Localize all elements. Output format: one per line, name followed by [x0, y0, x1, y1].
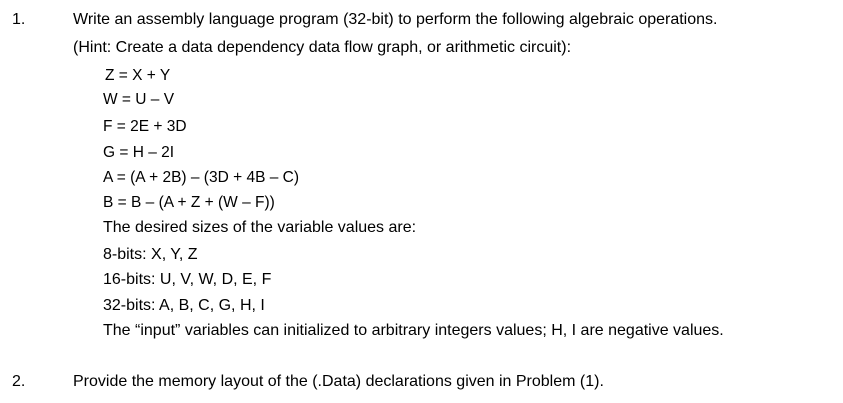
problem-2-number: 2.	[12, 373, 26, 390]
equation-g: G = H – 2I	[103, 144, 175, 161]
sizes-intro: The desired sizes of the variable values are:	[103, 219, 417, 236]
problem-1-number: 1.	[12, 11, 26, 28]
equation-a: A = (A + 2B) – (3D + 4B – C)	[103, 169, 299, 186]
problem-1-statement: Write an assembly language program (32-bit) to perform the following algebraic operations.	[73, 11, 718, 28]
equation-w: W = U – V	[103, 91, 175, 108]
problem-2-statement: Provide the memory layout of the (.Data) declarations given in Problem (1).	[73, 373, 604, 390]
size-8-bits: 8-bits: X, Y, Z	[103, 246, 198, 263]
problem-1-hint: (Hint: Create a data dependency data flow graph, or arithmetic circuit):	[73, 39, 572, 56]
size-16-bits: 16-bits: U, V, W, D, E, F	[103, 271, 272, 288]
equation-f: F = 2E + 3D	[103, 118, 187, 135]
size-32-bits: 32-bits: A, B, C, G, H, I	[103, 297, 265, 314]
equation-z: Z = X + Y	[105, 67, 171, 84]
equation-b: B = B – (A + Z + (W – F))	[103, 194, 275, 211]
input-note: The “input” variables can initialized to arbitrary integers values; H, I are negative values.	[103, 322, 724, 339]
